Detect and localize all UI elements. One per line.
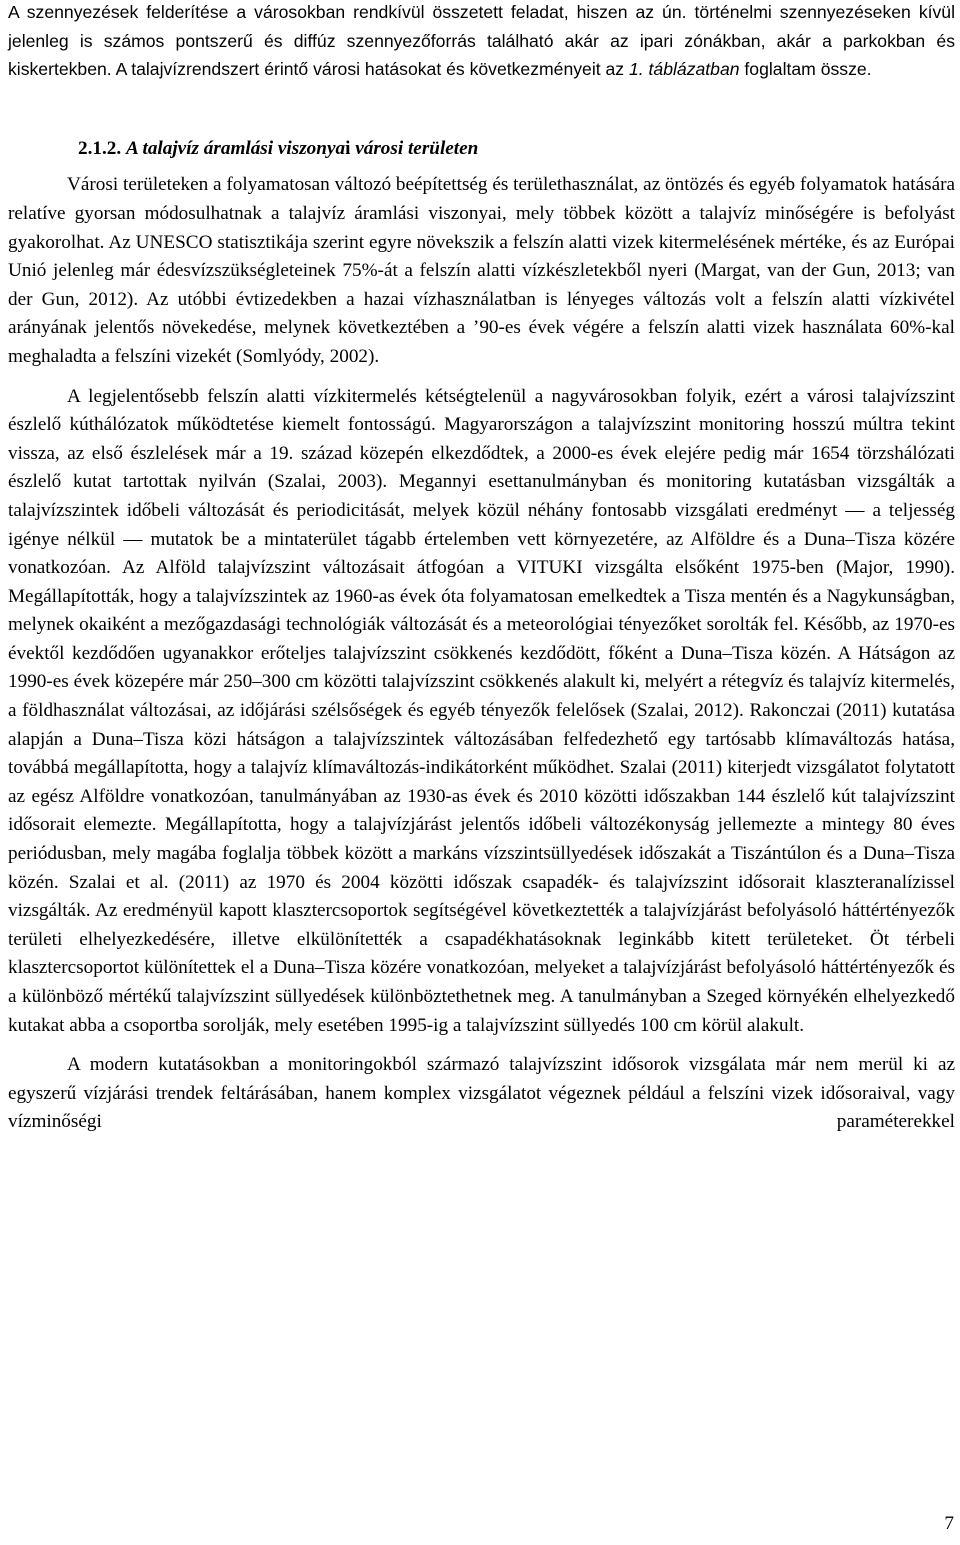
body-paragraph-1: Városi területeken a folyamatosan változó beépítettség és területhasználat, az öntözés és egyéb folyamatok hatására relatíve gyorsan módosulhatnak a talajvíz áramlási viszonyai, mely többek között a talajvíz minőségére is befolyást gyakorolhat. Az UNESCO statisztikája szerint egyre növekszik a felszín alatti vizek kitermelésének mértéke, és az Európai Unió jelenleg már édesvízszükségleteinek 75%-át a felszín alatti vízkészletekből nyeri (Margat, van der Gun, 2013; van der Gun, 2012). Az utóbbi évtizedekben a hazai vízhasználatban is lényeges változás volt a felszín alatti vízkivétel arányának jelentős növekedése, melynek következtében a ’90-es évek végére a felszín alatti vizek használata 60%-kal meghaladta a felszíni vizekét (Somlyódy, 2002). <box>8 174 955 367</box>
section-title: A talajvíz áramlási viszonyai városi területen <box>125 137 479 159</box>
intro-text-end: foglaltam össze. <box>739 59 872 80</box>
table-reference: 1. táblázatban <box>628 59 740 80</box>
body-paragraph-3: A modern kutatásokban a monitoringokból származó talajvízszint idősorok vizsgálata már nem merül ki az egyszerű vízjárási trendek feltárásában, hanem komplex vizsgálatot végeznek például a felszíni vizek idősoraival, vagy vízminőségi paraméterekkel <box>8 1054 955 1133</box>
section-heading <box>78 135 955 164</box>
intro-text: A szennyezések felderítése a városokban rendkívül összetett feladat, hiszen az ún. történelmi szennyezéseken kívül jelenleg is számos pontszerű és diffúz szennyezőforrás található akár az ipari zónákban, akár a parkokban és kiskertekben. A talajvízrendszert érintő városi hatásokat és következményeit az <box>8 2 955 80</box>
page-number: 7 <box>944 1513 954 1534</box>
section-number: 2.1.2. <box>78 137 122 159</box>
intro-paragraph <box>8 0 955 84</box>
document-page <box>8 0 955 1137</box>
body-paragraph-2: A legjelentősebb felszín alatti vízkitermelés kétségtelenül a nagyvárosokban folyik, ezért a városi talajvízszint észlelő kúthálózatok működtetése kiemelt fontosságú. Magyarországon a talajvízszint monitoring hosszú múltra tekint vissza, az első észlelések már a 19. század közepén elkezdődtek, a 2000-es évek elejére pedig már 1654 törzshálózati észlelő kutat tartottak nyilván (Szalai, 2003). Megannyi esettanulmányban és monitoring kutatásban vizsgálták a talajvízszintek időbeli változását és periodicitását, melyek közül néhány fontosabb vizsgálati eredményt — a teljesség igénye nélkül — mutatok be a mintaterület tágabb értelemben vett környezetére, az Alföldre és a Duna–Tisza közére vonatkozóan. Az Alföld talajvízszint változásait átfogóan a VITUKI vizsgálta elsőként 1975-ben (Major, 1990). Megállapították, hogy a talajvízszintek az 1960-as évek óta folyamatosan emelkedtek a Tisza mentén és a Nagykunságban, melynek okaiként a mezőgazdasági technológiák változását és a meteorológiai tényezőket sorolták fel. Később, az 1970-es évektől kezdődően ugyanakkor erőteljes talajvízszint csökkenés kezdődött, főként a Duna–Tisza közén. A Hátságon az 1990-es évek közepére már 250–300 cm közötti talajvízszint csökkenés alakult ki, melyért a rétegvíz és talajvíz kitermelés, a földhasználat változásai, az időjárási szélsőségek és egyéb tényezők felelősek (Szalai, 2012). Rakonczai (2011) kutatása alapján a Duna–Tisza közi hátságon a talajvízszintek változásában felfedezhető egy tartósabb klímaváltozás hatása, továbbá megállapította, hogy a talajvíz klímaváltozás-indikátorként működhet. Szalai (2011) kiterjedt vizsgálatot folytatott az egész Alföldre vonatkozóan, tanulmányában az 1930-as évek és 2010 közötti időszakban 144 észlelő kút talajvízszint idősorait elemezte. Megállapította, hogy a talajvízjárást jelentős időbeli változékonyság jellemezte a mintegy 80 éves periódusban, mely magába foglalja többek között a markáns vízszintsüllyedések időszakát a Tiszántúlon és a Duna–Tisza közén. Szalai et al. (2011) az 1970 és 2004 közötti időszak csapadék- és talajvízszint idősorait klaszteranalízissel vizsgálták. Az eredményül kapott klasztercsoportok segítségével következtették a talajvízjárást befolyásoló háttértényezők területi elhelyezkedésére, illetve elkülönítették a csapadékhatásoknak leginkább kitett területeket. Öt térbeli klasztercsoportot különítettek el a Duna–Tisza közére vonatkozóan, melyeket a talajvízjárást befolyásoló háttértényezők és a különböző mértékű talajvízszint süllyedések különböztethetnek meg. A tanulmányban a Szeged környékén elhelyezkedő kutakat abba a csoportba sorolják, mely esetében 1995-ig a talajvízszint süllyedés 100 cm körül alakult. <box>8 385 955 1036</box>
